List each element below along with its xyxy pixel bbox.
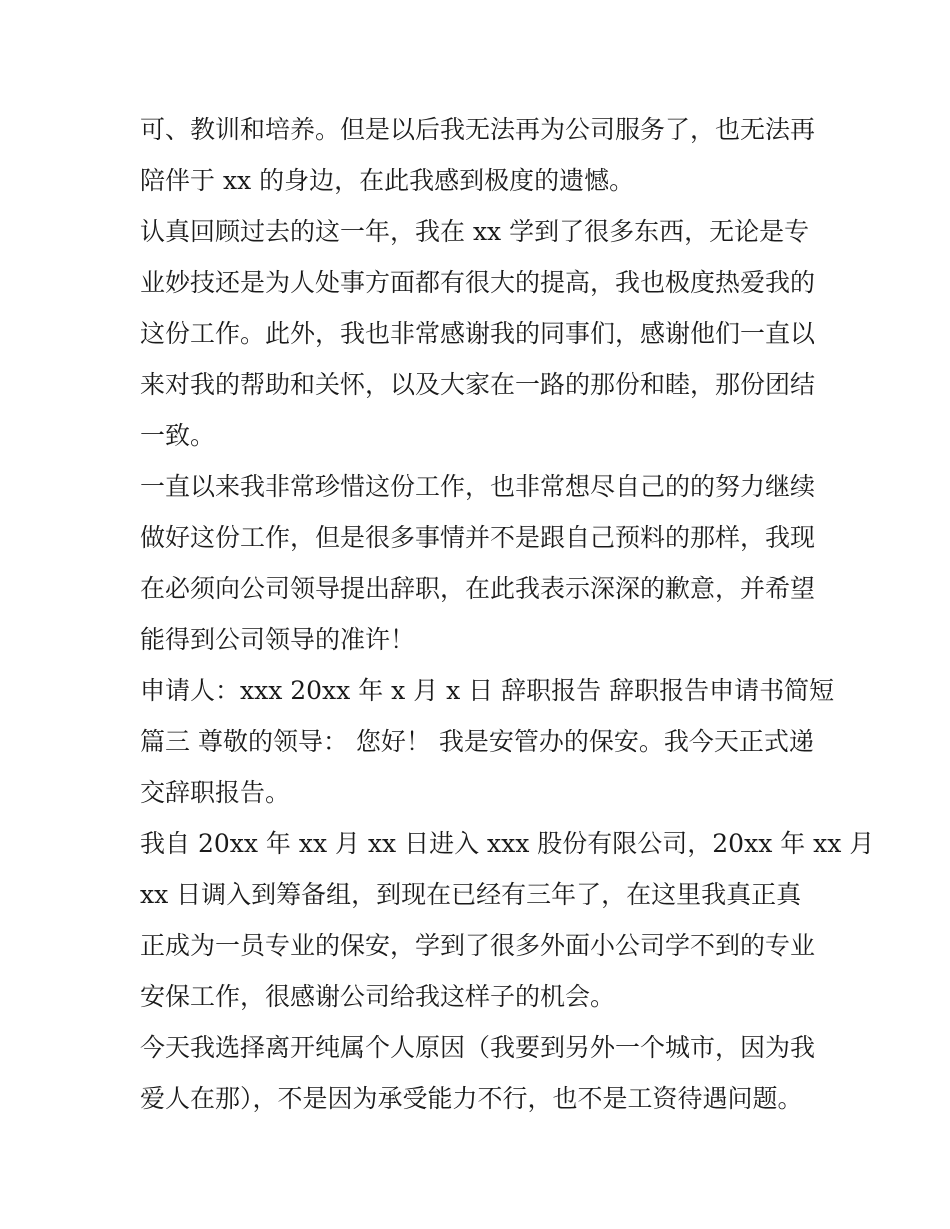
text-line: 我自 20xx 年 xx 月 xx 日进入 xxx 股份有限公司，20xx 年 xx 月 xyxy=(140,829,875,858)
text-line: 能得到公司领导的准许！ xyxy=(140,625,416,654)
text-line: 在必须向公司领导提出辞职，在此我表示深深的歉意，并希望 xyxy=(140,574,816,603)
text-line: 篇三 尊敬的领导： 您好！ 我是安管办的保安。我今天正式递 xyxy=(140,727,814,756)
paragraph-4 xyxy=(140,665,835,818)
text-line: xx 日调入到筹备组，到现在已经有三年了，在这里我真正真 xyxy=(140,880,802,909)
paragraph-5 xyxy=(140,818,875,1022)
paragraph-2 xyxy=(140,206,820,461)
paragraph-6 xyxy=(140,1022,820,1124)
text-line: 安保工作，很感谢公司给我这样子的机会。 xyxy=(140,982,616,1011)
text-line: 认真回顾过去的这一年，我在 xx 学到了很多东西，无论是专 xyxy=(140,217,810,246)
paragraph-1 xyxy=(140,104,820,206)
text-line: 可、教训和培养。但是以后我无法再为公司服务了，也无法再 xyxy=(140,115,816,144)
paragraph-3 xyxy=(140,461,820,665)
text-line: 申请人：xxx 20xx 年 x 月 x 日 辞职报告 辞职报告申请书简短 xyxy=(140,676,835,705)
text-line: 一直以来我非常珍惜这份工作，也非常想尽自己的的努力继续 xyxy=(140,472,816,501)
text-line: 今天我选择离开纯属个人原因（我要到另外一个城市，因为我 xyxy=(140,1033,816,1062)
text-line: 做好这份工作，但是很多事情并不是跟自己预料的那样，我现 xyxy=(140,523,816,552)
text-line: 爱人在那），不是因为承受能力不行，也不是工资待遇问题。 xyxy=(140,1084,803,1113)
text-line: 一致。 xyxy=(140,421,216,450)
text-line: 来对我的帮助和关怀，以及大家在一路的那份和睦，那份团结 xyxy=(140,370,816,399)
text-line: 陪伴于 xx 的身边，在此我感到极度的遗憾。 xyxy=(140,166,635,195)
text-line: 交辞职报告。 xyxy=(140,778,291,807)
text-line: 业妙技还是为人处事方面都有很大的提高，我也极度热爱我的 xyxy=(140,268,816,297)
document-body xyxy=(140,104,875,1124)
text-line: 正成为一员专业的保安，学到了很多外面小公司学不到的专业 xyxy=(140,931,816,960)
text-line: 这份工作。此外，我也非常感谢我的同事们，感谢他们一直以 xyxy=(140,319,816,348)
